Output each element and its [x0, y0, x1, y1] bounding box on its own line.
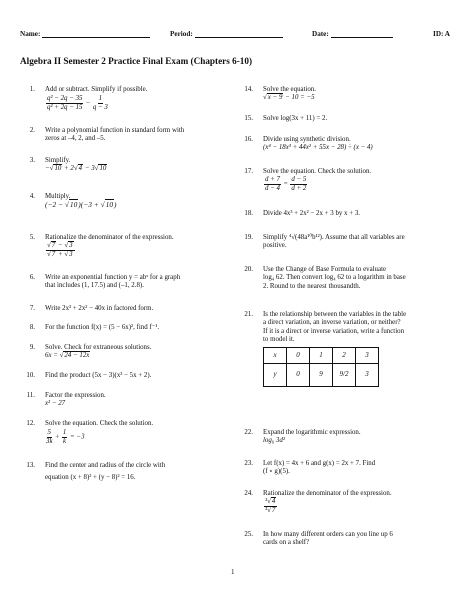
question-math: $\frac{5}{3k}$ + $\frac{1}{k}$ = −3 [46, 429, 85, 445]
question-number: 7. [29, 305, 35, 312]
question-text: Solve the equation. [263, 86, 317, 93]
date-field [312, 30, 418, 38]
question-text: that includes (1, 17.5) and (–1, 2.8). [45, 282, 144, 290]
table-cell: 3 [356, 347, 379, 363]
period-field [170, 30, 312, 38]
table-cell: 0 [287, 363, 310, 386]
question-text: Divide using synthetic division. [263, 136, 351, 143]
question-math: (−2 − √10)(−3 + √10) [45, 200, 117, 210]
question-text: Is the relationship between the variables in the table [263, 311, 407, 318]
table-header-cell: x [264, 347, 287, 363]
question-number: 10. [26, 372, 35, 379]
question-number: 6. [29, 274, 35, 281]
question-text: Expand the logarithmic expression. [263, 429, 361, 436]
question-math: x³ − 27 [45, 400, 66, 408]
question-number: 20. [244, 266, 253, 273]
question-text: Write 2x³ + 2x² − 40x in factored form. [45, 305, 154, 312]
question-text: Let f(x) = 4x + 6 and g(x) = 2x + 7. Find [263, 460, 376, 467]
question-text: Simplify ⁴√(48a¹⁰b¹²). Assume that all variables are [263, 234, 405, 241]
table-cell: 1 [310, 347, 333, 363]
question-number: 18. [244, 210, 253, 217]
period-line [195, 30, 283, 38]
question-number: 4. [29, 193, 35, 200]
question-text: Write an exponential function y = abˣ for a graph [45, 274, 181, 281]
table-row [264, 363, 379, 386]
question-number: 11. [26, 392, 35, 399]
question-text: Find the product (5x − 3)(x³ − 5x + 2). [45, 372, 152, 379]
question-text: to model it. [263, 336, 295, 344]
id-label: ID: A [433, 30, 450, 38]
question-text: Multiply. [45, 193, 71, 200]
question-text: 2. Round to the nearest thousandth. [263, 282, 361, 290]
question-number: 5. [29, 234, 35, 241]
table-cell: 9 [310, 363, 333, 386]
header [20, 30, 450, 38]
question-number: 15. [244, 115, 253, 122]
question-number: 19. [244, 234, 253, 241]
question-number: 16. [244, 136, 253, 143]
table-cell: 0 [287, 347, 310, 363]
question-number: 2. [29, 127, 35, 134]
question-number: 25. [244, 531, 253, 538]
question-math: $\frac{\text{q² − 2q − 35}}{\text{q² + 2q − 15}}$ − $\frac{1}{q - 3}$ [47, 95, 108, 111]
question-text: For the function f(x) = (5 − 6x)², find f⁻¹. [45, 324, 160, 331]
question-text: cards on a shelf? [263, 539, 310, 547]
question-text: Rationalize the denominator of the expression. [45, 234, 174, 241]
question-text: Solve the equation. Check the solution. [263, 168, 372, 175]
question-text: log₄ 62. Then convert log₄ 62 to a logarithm in base [263, 274, 406, 282]
table-cell: 3 [356, 363, 379, 386]
question-text: a direct variation, an inverse variation, or neither? [263, 319, 401, 327]
question-number: 13. [26, 462, 35, 469]
question-text: Factor the expression. [45, 392, 106, 399]
question-number: 3. [29, 157, 35, 164]
date-label: Date: [312, 30, 329, 38]
question-text: Solve log(3x + 11) = 2. [263, 115, 328, 122]
question-number: 9. [29, 344, 35, 351]
question-text: positive. [263, 242, 287, 250]
question-number: 24. [244, 490, 253, 497]
question-text: Solve the equation. Check the solution. [45, 420, 154, 427]
question-text: Write a polynomial function in standard form with [45, 127, 185, 134]
question-math: (x⁴ − 18x³ + 44x² + 55x − 28) ÷ (x − 4) [263, 144, 373, 152]
question-math: $\frac{√7 - √3}{√7 + √3}$ [47, 242, 73, 258]
question-math: 6x = √24 − 12x [45, 352, 90, 360]
question-number: 22. [244, 429, 253, 436]
question-text: Use the Change of Base Formula to evaluate [263, 266, 387, 273]
question-number: 8. [29, 324, 35, 331]
question-text: zeros at –4, 2, and –5. [45, 135, 106, 143]
date-line [331, 30, 393, 38]
name-field [20, 30, 170, 38]
table-header-cell: y [264, 363, 287, 386]
question-text: Divide 4x³ + 2x² − 2x + 3 by x + 3. [263, 210, 361, 217]
question-math: $\frac{\text{³√4}}{\text{³√7}}$ [265, 498, 276, 514]
question-text: If it is a direct or inverse variation, write a function [263, 327, 405, 335]
question-text: Rationalize the denominator of the expression. [263, 490, 392, 497]
name-line [42, 30, 150, 38]
question-number: 12. [26, 420, 35, 427]
question-text: Add or subtract. Simplify if possible. [45, 86, 148, 93]
question-text: (f ∘ g)(5). [263, 468, 290, 476]
variation-table [263, 347, 379, 387]
id-field [433, 30, 450, 38]
exam-title: Algebra II Semester 2 Practice Final Exam (Chapters 6-10) [20, 56, 253, 66]
question-text: In how many different orders can you line up 6 [263, 531, 393, 538]
question-math: −√10 + 2√4 − 3√10 [45, 165, 107, 173]
question-text: Find the center and radius of the circle with [45, 462, 166, 469]
question-text: Solve. Check for extraneous solutions. [45, 344, 152, 351]
question-math: √x − 9 − 10 = −5 [263, 94, 315, 102]
period-label: Period: [170, 30, 193, 38]
question-text: Simplify. [45, 157, 71, 164]
table-cell: 9/2 [333, 363, 356, 386]
question-number: 1. [29, 86, 35, 93]
question-math: log₆ 3d² [263, 437, 285, 445]
page-number: 1 [231, 568, 235, 576]
name-label: Name: [20, 30, 41, 38]
question-number: 21. [244, 311, 253, 318]
table-row [264, 347, 379, 363]
question-number: 14. [244, 86, 253, 93]
question-math: $\frac{d + 7}{d - 4}$ = $\frac{d - 5}{d + 2}$ [265, 176, 307, 192]
question-number: 17. [244, 168, 253, 175]
question-number: 23. [244, 460, 253, 467]
question-text: equation (x + 8)² + (y − 8)² = 16. [45, 474, 136, 482]
table-cell: 2 [333, 347, 356, 363]
